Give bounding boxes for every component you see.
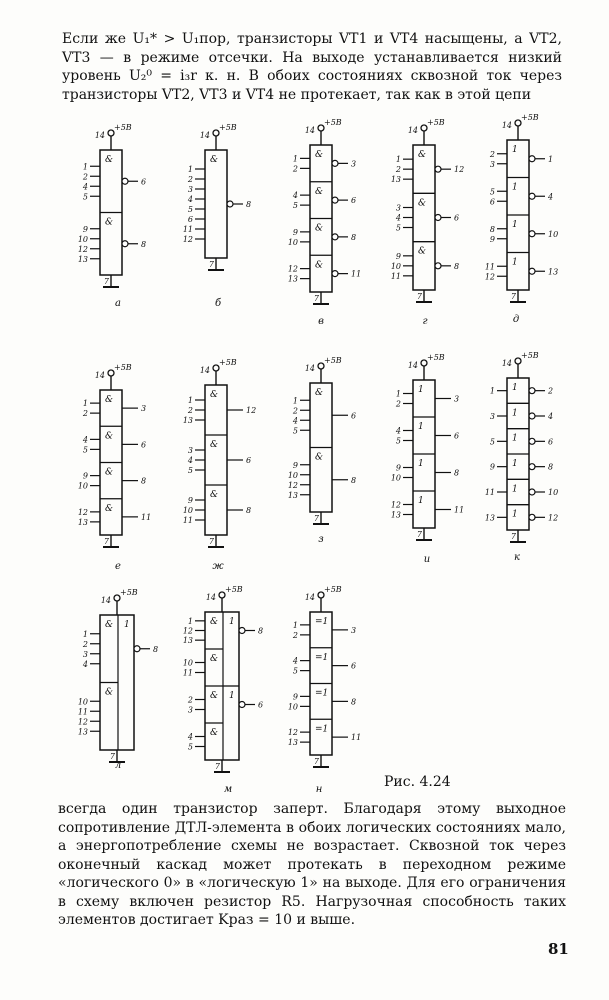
power-voltage-label: +5В [114, 363, 132, 372]
ground-pin-label: 7 [313, 514, 319, 523]
input-pin-label: 2 [82, 172, 88, 182]
input-pin-label: 1 [187, 396, 193, 405]
ground-pin-label: 7 [313, 757, 319, 766]
gate-symbol: & [105, 687, 114, 698]
power-pin-label: 14 [304, 126, 315, 135]
gate-symbol-second: 1 [124, 620, 130, 630]
input-pin-label: 12 [484, 272, 495, 282]
power-pin-label: 14 [407, 126, 418, 135]
gate-symbol: 1 [512, 408, 518, 419]
input-pin-label: 2 [187, 406, 193, 415]
gate-symbol: 1 [512, 383, 518, 393]
output-pin-label: 4 [548, 192, 554, 202]
ground-pin-label: 7 [208, 260, 214, 269]
output-pin-label: 6 [246, 456, 252, 465]
input-pin-label: 3 [187, 446, 193, 455]
input-pin-label: 5 [292, 201, 298, 211]
circuit-л [78, 588, 158, 771]
inversion-bubble [529, 156, 535, 162]
input-pin-label: 10 [77, 234, 88, 244]
power-voltage-label: +5В [225, 585, 243, 594]
input-pin-label: 5 [187, 205, 193, 214]
input-pin-label: 12 [287, 264, 298, 274]
circuit-м [183, 585, 263, 795]
input-pin-label: 1 [187, 165, 193, 174]
input-pin-label: 5 [187, 742, 193, 752]
gate-symbol: & [210, 390, 219, 400]
circuit-label: ж [212, 561, 224, 572]
input-pin-label: 3 [395, 203, 401, 213]
input-pin-label: 2 [292, 630, 298, 640]
inversion-bubble [435, 263, 441, 269]
input-pin-label: 13 [484, 513, 495, 523]
inversion-bubble [529, 438, 535, 444]
gate-symbol: 1 [418, 385, 424, 395]
input-pin-label: 10 [390, 261, 401, 271]
output-pin-label: 11 [454, 505, 465, 515]
power-pin-label: 14 [199, 131, 210, 140]
input-pin-label: 4 [395, 213, 401, 223]
inversion-bubble [529, 231, 535, 237]
input-pin-label: 12 [287, 728, 298, 738]
input-pin-label: 3 [187, 185, 193, 194]
output-pin-label: 2 [548, 386, 554, 396]
input-pin-label: 1 [292, 154, 298, 164]
inversion-bubble [122, 178, 128, 184]
power-voltage-label: +5В [521, 351, 539, 360]
output-pin-label: 8 [141, 476, 147, 486]
output-pin-label: 8 [246, 200, 252, 209]
output-pin-label: 3 [141, 404, 147, 414]
gate-symbol: & [315, 150, 324, 160]
gate-symbol: 1 [418, 496, 424, 506]
inversion-bubble [435, 215, 441, 221]
power-pin-label: 14 [205, 593, 216, 602]
input-pin-label: 11 [182, 668, 193, 678]
power-voltage-label: +5В [120, 588, 138, 597]
gate-symbol: & [210, 617, 219, 627]
power-voltage-label: +5В [219, 358, 237, 367]
gate-symbol: 1 [418, 422, 424, 432]
text-paragraph-bottom: всегда один транзистор заперт. Благодаря этому выходное сопротивление ДТЛ-элемента в обоих логических состояниях мало, а энергопотребление схемы не возрастает. Сквозной ток через оконечный каскад может протекать в переходном режиме «логического 0» в «логическую 1» на выходе. Для его ограничения в схему включен резистор R5. Нагрузочная способность таких элементов достигает Kраз = 10 и выше. [58, 801, 566, 928]
input-pin-label: 9 [292, 692, 298, 702]
output-pin-label: 8 [246, 506, 252, 515]
gate-symbol: & [418, 246, 427, 257]
power-voltage-label: +5В [427, 118, 445, 127]
circuit-е [78, 363, 151, 572]
input-pin-label: 4 [82, 435, 88, 445]
circuit-label: з [318, 534, 324, 545]
inversion-bubble [227, 201, 233, 207]
output-pin-label: 11 [351, 733, 362, 743]
output-pin-label: 3 [454, 394, 460, 404]
gate-symbol: & [210, 490, 219, 500]
circuit-label: е [115, 561, 121, 572]
input-pin-label: 12 [77, 717, 88, 727]
output-pin-label: 12 [454, 165, 465, 175]
inversion-bubble [529, 413, 535, 419]
output-pin-label: 6 [548, 437, 554, 447]
ground-pin-label: 7 [109, 752, 115, 761]
input-pin-label: 10 [390, 473, 401, 483]
gate-symbol: 1 [418, 459, 424, 469]
circuit-label: б [214, 298, 222, 309]
input-pin-label: 1 [187, 616, 193, 626]
input-pin-label: 2 [489, 149, 495, 159]
text-paragraph-top: Если же U₁* > U₁пор, транзисторы VT1 и VT4 насыщены, а VT2, VT3 — в режиме отсечки. На выходе устанавливается низкий уровень U₂⁰ = i₃r к. н. В обоих состояниях сквозной ток через транзисторы VT2, VT3 и VT4 не протекает, так как в этой цепи [62, 31, 562, 103]
input-pin-label: 12 [182, 235, 193, 244]
input-pin-label: 10 [77, 697, 88, 707]
input-pin-label: 2 [395, 399, 401, 409]
output-pin-label: 6 [454, 431, 460, 441]
input-pin-label: 11 [484, 488, 495, 497]
output-pin-label: 8 [351, 475, 357, 485]
input-pin-label: 5 [82, 192, 88, 202]
gate-symbol: 1 [512, 484, 518, 495]
input-pin-label: 13 [77, 254, 88, 264]
power-voltage-label: +5В [427, 353, 445, 362]
input-pin-label: 3 [489, 159, 495, 169]
power-voltage-label: +5В [324, 118, 342, 127]
gate-symbol: & [210, 654, 219, 664]
gate-symbol: =1 [315, 688, 329, 699]
gate-symbol: =1 [315, 617, 329, 627]
input-pin-label: 12 [182, 626, 193, 636]
power-voltage-label: +5В [324, 585, 342, 594]
ground-pin-label: 7 [208, 537, 214, 546]
gate-symbol: & [418, 150, 427, 160]
input-pin-label: 10 [287, 237, 298, 247]
power-pin-label: 14 [304, 364, 315, 373]
input-pin-label: 1 [292, 620, 298, 630]
gate-symbol: & [105, 395, 114, 405]
inversion-bubble [529, 514, 535, 520]
input-pin-label: 10 [182, 506, 193, 515]
gate-symbol: =1 [315, 724, 329, 735]
input-pin-label: 13 [77, 727, 88, 737]
power-pin-label: 14 [94, 131, 105, 140]
input-pin-label: 1 [292, 396, 298, 406]
gate-symbol: & [315, 186, 324, 197]
output-pin-label: 10 [548, 229, 559, 239]
circuit-д [485, 113, 558, 325]
circuit-в [288, 118, 361, 327]
input-pin-label: 2 [187, 175, 193, 184]
circuit-з [288, 356, 356, 545]
output-pin-label: 6 [141, 177, 147, 187]
input-pin-label: 13 [287, 738, 298, 748]
inversion-bubble [529, 464, 535, 470]
ground-pin-label: 7 [510, 532, 516, 541]
inversion-bubble [122, 241, 128, 247]
gate-symbol: 1 [512, 459, 518, 469]
power-pin-label: 14 [94, 371, 105, 380]
input-pin-label: 4 [292, 191, 298, 201]
circuit-label: м [223, 784, 233, 795]
input-pin-label: 11 [484, 262, 495, 272]
power-voltage-label: +5В [114, 123, 132, 132]
gate-symbol: & [105, 620, 114, 630]
input-pin-label: 1 [395, 389, 401, 399]
gate-symbol: & [210, 155, 219, 165]
inversion-bubble [529, 268, 535, 274]
input-pin-label: 1 [82, 399, 88, 409]
gate-symbol: 1 [512, 220, 518, 230]
input-pin-label: 9 [395, 251, 401, 261]
power-voltage-label: +5В [324, 356, 342, 365]
input-pin-label: 11 [182, 516, 193, 525]
gate-symbol: & [105, 431, 114, 442]
output-pin-label: 3 [351, 625, 357, 635]
circuit-label: н [315, 784, 323, 795]
input-pin-label: 12 [77, 244, 88, 254]
power-pin-label: 14 [100, 596, 111, 605]
input-pin-label: 10 [182, 658, 193, 668]
input-pin-label: 5 [187, 466, 193, 475]
input-pin-label: 13 [182, 636, 193, 646]
ground-pin-label: 7 [313, 294, 319, 303]
input-pin-label: 13 [390, 510, 401, 520]
power-voltage-label: +5В [219, 123, 237, 132]
input-pin-label: 9 [82, 471, 88, 481]
gate-symbol: & [315, 223, 324, 234]
gate-symbol: 1 [512, 257, 518, 268]
input-pin-label: 5 [82, 445, 88, 455]
input-pin-label: 9 [187, 496, 193, 505]
input-pin-label: 13 [287, 274, 298, 284]
power-voltage-label: +5В [521, 113, 539, 122]
inversion-bubble [332, 271, 338, 277]
input-pin-label: 2 [292, 406, 298, 416]
inversion-bubble [134, 646, 140, 652]
inversion-bubble [332, 234, 338, 240]
output-pin-label: 6 [258, 700, 264, 710]
input-pin-label: 9 [292, 460, 298, 470]
output-pin-label: 6 [351, 411, 357, 421]
input-pin-label: 5 [292, 666, 298, 676]
page-number: 81 [548, 940, 569, 958]
gate-symbol-second: 1 [229, 617, 235, 627]
input-pin-label: 1 [395, 155, 401, 165]
input-pin-label: 5 [489, 437, 495, 447]
output-pin-label: 11 [351, 269, 362, 279]
gate-symbol: & [418, 198, 427, 209]
input-pin-label: 10 [287, 470, 298, 480]
input-pin-label: 3 [187, 705, 193, 715]
output-pin-label: 4 [548, 412, 554, 421]
circuit-ж [183, 358, 256, 572]
circuit-к [485, 351, 558, 563]
input-pin-label: 9 [292, 227, 298, 237]
power-pin-label: 14 [304, 593, 315, 602]
gate-symbol-second: 1 [229, 691, 235, 701]
ic-body [413, 145, 435, 290]
input-pin-label: 5 [489, 187, 495, 197]
gate-symbol: & [315, 388, 324, 398]
input-pin-label: 13 [390, 175, 401, 185]
output-pin-label: 8 [153, 644, 159, 654]
output-pin-label: 8 [351, 697, 357, 707]
gate-symbol: 1 [512, 433, 518, 444]
input-pin-label: 2 [82, 409, 88, 419]
output-pin-label: 6 [351, 661, 357, 671]
input-pin-label: 11 [390, 271, 401, 281]
gate-symbol: & [210, 440, 219, 450]
input-pin-label: 4 [82, 659, 88, 669]
input-pin-label: 2 [292, 164, 298, 174]
output-pin-label: 13 [548, 267, 559, 277]
input-pin-label: 3 [489, 412, 495, 421]
output-pin-label: 12 [548, 513, 559, 523]
power-pin-label: 14 [501, 121, 512, 130]
gate-symbol: & [210, 728, 219, 738]
output-pin-label: 6 [351, 196, 357, 206]
output-pin-label: 8 [548, 462, 554, 472]
input-pin-label: 12 [77, 507, 88, 517]
input-pin-label: 4 [187, 195, 193, 204]
input-pin-label: 6 [489, 197, 495, 207]
gate-symbol: & [210, 691, 219, 701]
output-pin-label: 6 [454, 213, 460, 223]
ground-pin-label: 7 [510, 292, 516, 301]
circuit-label: л [114, 760, 122, 771]
power-pin-label: 14 [407, 361, 418, 370]
input-pin-label: 11 [77, 707, 88, 717]
circuit-label: а [115, 298, 121, 309]
power-pin-label: 14 [501, 359, 512, 368]
inversion-bubble [239, 702, 245, 708]
inversion-bubble [529, 489, 535, 495]
gate-symbol: 1 [512, 182, 518, 193]
output-pin-label: 8 [141, 239, 147, 249]
input-pin-label: 2 [82, 639, 88, 649]
input-pin-label: 5 [292, 426, 298, 436]
ic-body [205, 385, 227, 535]
output-pin-label: 12 [246, 406, 257, 415]
inversion-bubble [529, 193, 535, 199]
input-pin-label: 1 [489, 386, 495, 396]
gate-symbol: =1 [315, 652, 329, 663]
gate-symbol: & [105, 217, 114, 228]
input-pin-label: 3 [82, 649, 88, 659]
gate-symbol: 1 [512, 145, 518, 155]
circuit-label: д [512, 314, 520, 325]
input-pin-label: 12 [390, 500, 401, 510]
inversion-bubble [332, 160, 338, 166]
inversion-bubble [332, 197, 338, 203]
gate-symbol: & [315, 260, 324, 271]
circuit-б [183, 123, 251, 309]
ground-pin-label: 7 [103, 277, 109, 286]
ground-pin-label: 7 [416, 530, 422, 539]
input-pin-label: 5 [395, 223, 401, 233]
input-pin-label: 1 [82, 162, 88, 172]
circuit-label: г [422, 316, 428, 327]
circuit-label: в [318, 316, 324, 327]
input-pin-label: 8 [489, 224, 495, 234]
output-pin-label: 8 [454, 468, 460, 478]
power-pin-label: 14 [199, 366, 210, 375]
input-pin-label: 9 [489, 234, 495, 244]
ic-body [205, 150, 227, 258]
output-pin-label: 11 [141, 512, 152, 522]
input-pin-label: 10 [287, 702, 298, 712]
circuit-label: и [423, 554, 431, 565]
ground-pin-label: 7 [214, 762, 220, 771]
input-pin-label: 6 [187, 215, 193, 224]
input-pin-label: 4 [292, 416, 298, 426]
gate-symbol: & [105, 467, 114, 478]
input-pin-label: 5 [395, 436, 401, 446]
output-pin-label: 8 [258, 626, 264, 636]
inversion-bubble [435, 166, 441, 172]
output-pin-label: 8 [454, 261, 460, 271]
gate-symbol: & [315, 452, 324, 463]
input-pin-label: 2 [395, 165, 401, 175]
input-pin-label: 4 [292, 656, 298, 666]
output-pin-label: 10 [548, 488, 559, 497]
input-pin-label: 4 [187, 732, 193, 742]
output-pin-label: 8 [351, 232, 357, 242]
input-pin-label: 10 [77, 481, 88, 491]
circuit-label: к [514, 552, 520, 563]
circuit-н [288, 585, 361, 795]
gate-symbol: & [105, 503, 114, 514]
input-pin-label: 4 [395, 426, 401, 436]
output-pin-label: 3 [351, 159, 357, 169]
ground-pin-label: 7 [103, 537, 109, 546]
circuit-и [391, 353, 464, 565]
input-pin-label: 13 [77, 517, 88, 527]
input-pin-label: 12 [287, 480, 298, 490]
input-pin-label: 2 [187, 695, 193, 705]
input-pin-label: 11 [182, 225, 193, 234]
gate-symbol: & [105, 155, 114, 165]
input-pin-label: 13 [182, 416, 193, 425]
figure-caption: Рис. 4.24 [384, 774, 451, 790]
input-pin-label: 9 [82, 224, 88, 234]
gate-symbol: 1 [512, 509, 518, 520]
output-pin-label: 1 [548, 154, 554, 164]
input-pin-label: 4 [82, 182, 88, 192]
circuit-г [391, 118, 464, 327]
input-pin-label: 13 [287, 490, 298, 500]
input-pin-label: 4 [187, 456, 193, 465]
inversion-bubble [529, 388, 535, 394]
input-pin-label: 1 [82, 629, 88, 639]
output-pin-label: 6 [141, 440, 147, 450]
circuit-а [78, 123, 146, 309]
input-pin-label: 9 [489, 462, 495, 472]
inversion-bubble [239, 628, 245, 634]
input-pin-label: 9 [395, 463, 401, 473]
ground-pin-label: 7 [416, 292, 422, 301]
